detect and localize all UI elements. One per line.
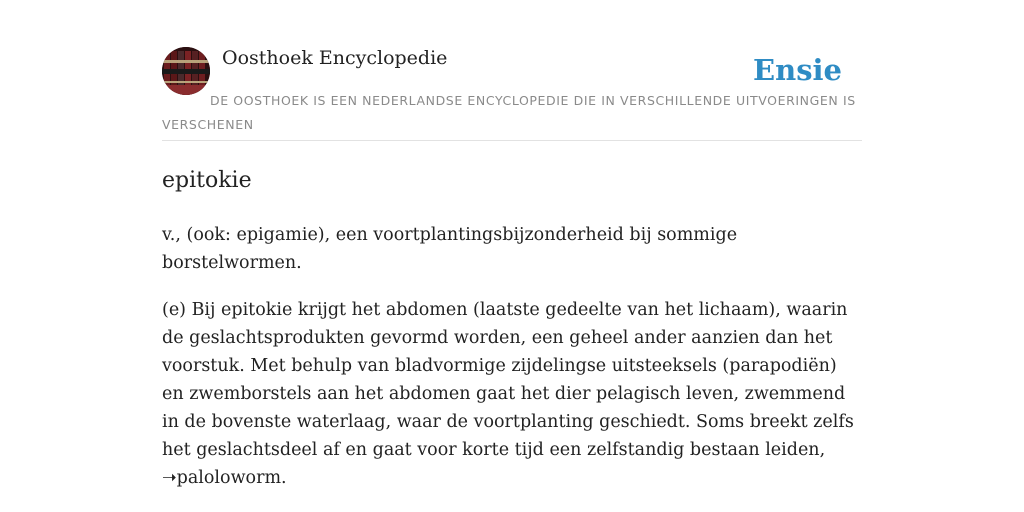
entry-definition: v., (ook: epigamie), een voortplantingsbijzonderheid bij sommige borstelwormen. xyxy=(162,225,738,273)
entry-headword: epitokie xyxy=(162,168,252,193)
source-title[interactable]: Oosthoek Encyclopedie xyxy=(222,47,448,69)
brand-logo[interactable]: Ensie xyxy=(753,53,842,87)
source-subtitle: DE OOSTHOEK IS EEN NEDERLANDSE ENCYCLOPEDIE DIE IN VERSCHILLENDE UITVOERINGEN IS VERSCHENEN xyxy=(162,93,856,132)
header xyxy=(162,0,862,141)
entry-body: (e) Bij epitokie krijgt het abdomen (laatste gedeelte van het lichaam), waarin de geslachtsprodukten gevormd worden, een geheel ander aanzien dan het voorstuk. Met behulp van bladvormige zijdelingse uitsteeksels (parapodiën) en zwemborstels aan het abdomen gaat het dier pelagisch leven, zwemmend in de bovenste waterlaag, waar de voortplanting geschiedt. Soms breekt zelfs het geslachtsdeel af en gaat voor korte tijd een zelfstandig bestaan leiden, ➝paloloworm. xyxy=(162,300,854,488)
encyclopedia-books-icon[interactable] xyxy=(162,47,210,95)
page xyxy=(162,0,862,492)
